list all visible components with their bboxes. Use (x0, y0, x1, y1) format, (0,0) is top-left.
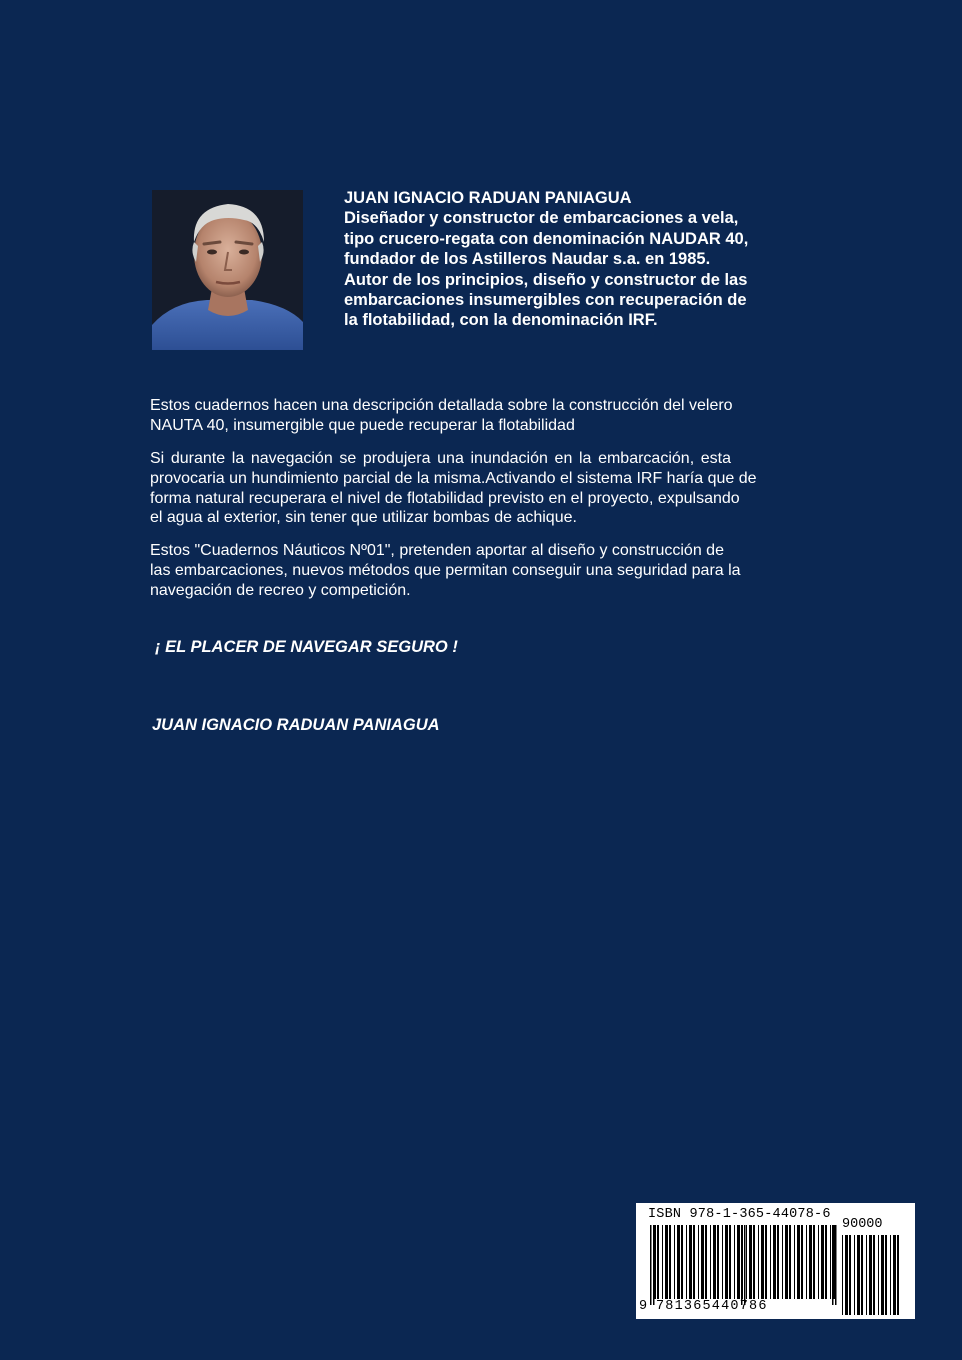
barcode-bar (777, 1225, 779, 1299)
barcode-bar (857, 1235, 860, 1315)
author-bio-line: tipo crucero-regata con denominación NAUDAR 40, (344, 229, 749, 248)
isbn-label: ISBN 978-1-365-44078-6 (648, 1207, 831, 1222)
barcode-bar (746, 1225, 747, 1299)
barcode-bar (710, 1225, 711, 1299)
barcode-guard-bar (832, 1225, 834, 1305)
barcode-bar (806, 1225, 807, 1299)
paragraph-line: provocaria un hundimiento parcial de la misma.Activando el sistema IRF haría que de (150, 469, 757, 487)
barcode-bar (893, 1235, 896, 1315)
barcode-bar (725, 1225, 728, 1299)
author-bio-line: Diseñador y constructor de embarcaciones a vela, (344, 209, 739, 228)
paragraph-line: Si durante la navegación se produjera una inundación en la embarcación, esta (150, 450, 732, 467)
barcode-bar (861, 1235, 863, 1315)
barcode-bar (849, 1235, 851, 1315)
author-bio-line: la flotabilidad, con la denominación IRF. (344, 311, 658, 330)
isbn-barcode (636, 1203, 915, 1319)
intro-paragraph (150, 396, 810, 436)
barcode-bar (753, 1225, 755, 1299)
barcode-bar (794, 1225, 795, 1299)
barcode-bar (734, 1225, 735, 1299)
cuadernos-paragraph (150, 541, 810, 600)
barcode-guard-bar (741, 1225, 743, 1305)
barcode-bar (801, 1225, 803, 1299)
barcode-bar (897, 1235, 899, 1315)
barcode-bar (681, 1225, 683, 1299)
author-bio (344, 188, 794, 331)
barcode-bar (797, 1225, 800, 1299)
barcode-bar (873, 1235, 875, 1315)
barcode-bar (890, 1235, 891, 1315)
barcode-guard-bar (653, 1225, 655, 1305)
paragraph-line: Estos cuadernos hacen una descripción detallada sobre la construcción del velero (150, 397, 733, 414)
barcode-bar (821, 1225, 824, 1299)
paragraph-line: las embarcaciones, nuevos métodos que permitan conseguir una seguridad para la (150, 561, 741, 579)
ean-digits: 781365440786 (656, 1299, 768, 1314)
barcode-guard-bar (650, 1225, 652, 1305)
barcode-bar (758, 1225, 759, 1299)
author-bio-line: embarcaciones insumergibles con recuperación de (344, 291, 747, 310)
paragraph-line: el agua al exterior, sin tener que utilizar bombas de achique. (150, 509, 577, 527)
barcode-bar (765, 1225, 767, 1299)
barcode-bar (713, 1225, 716, 1299)
barcode-bar (842, 1235, 843, 1315)
barcode-bar (693, 1225, 695, 1299)
barcode-guard-bar (744, 1225, 746, 1305)
barcode-bar (878, 1235, 879, 1315)
slogan: ¡ EL PLACER DE NAVEGAR SEGURO ! (155, 638, 458, 656)
barcode-bar (722, 1225, 723, 1299)
barcode-bar (825, 1225, 827, 1299)
barcode-bar (717, 1225, 719, 1299)
barcode-bar (729, 1225, 731, 1299)
paragraph-line: forma natural recuperara el nivel de flotabilidad previsto en el proyecto, expulsando (150, 489, 740, 507)
barcode-bar (686, 1225, 687, 1299)
barcode-bar (657, 1225, 659, 1299)
barcode-bar (773, 1225, 776, 1299)
barcode-bar (761, 1225, 764, 1299)
barcode-bar (885, 1235, 887, 1315)
barcode-bar (818, 1225, 819, 1299)
barcode-bar (662, 1225, 663, 1299)
author-bio-line: Autor de los principios, diseño y constructor de las (344, 270, 748, 289)
barcode-bar (689, 1225, 692, 1299)
barcode-guard-bar (835, 1225, 837, 1305)
barcode-bar (701, 1225, 704, 1299)
barcode-bar (881, 1235, 884, 1315)
barcode-bar (677, 1225, 680, 1299)
ean-first-digit: 9 (639, 1299, 648, 1314)
barcode-bar (869, 1235, 872, 1315)
barcode-bar (830, 1225, 831, 1299)
barcode-bar (813, 1225, 815, 1299)
paragraph-line: NAUTA 40, insumergible que puede recuperar la flotabilidad (150, 416, 575, 434)
barcode-bar (698, 1225, 699, 1299)
paragraph-line: Estos "Cuadernos Náuticos Nº01", pretenden aportar al diseño y construcción de (150, 542, 724, 559)
barcode-bar (770, 1225, 771, 1299)
barcode-bar (782, 1225, 783, 1299)
barcode-bar (669, 1225, 671, 1299)
paragraph-line: navegación de recreo y competición. (150, 581, 411, 599)
barcode-bar (705, 1225, 707, 1299)
author-portrait-icon (152, 190, 303, 350)
barcode-bar (785, 1225, 788, 1299)
barcode-bar (845, 1235, 848, 1315)
barcode-bar (809, 1225, 812, 1299)
barcode-bar (854, 1235, 855, 1315)
barcode-bar (866, 1235, 867, 1315)
barcode-bar (789, 1225, 791, 1299)
irf-paragraph (150, 449, 807, 528)
signature: JUAN IGNACIO RADUAN PANIAGUA (152, 716, 440, 734)
author-photo (152, 190, 303, 350)
author-name: JUAN IGNACIO RADUAN PANIAGUA (344, 189, 632, 207)
author-bio-line: fundador de los Astilleros Naudar s.a. en 1985. (344, 250, 711, 269)
barcode-bar (749, 1225, 752, 1299)
barcode-bar (665, 1225, 668, 1299)
price-code: 90000 (842, 1217, 883, 1232)
barcode-bar (737, 1225, 740, 1299)
barcode-bar (674, 1225, 675, 1299)
